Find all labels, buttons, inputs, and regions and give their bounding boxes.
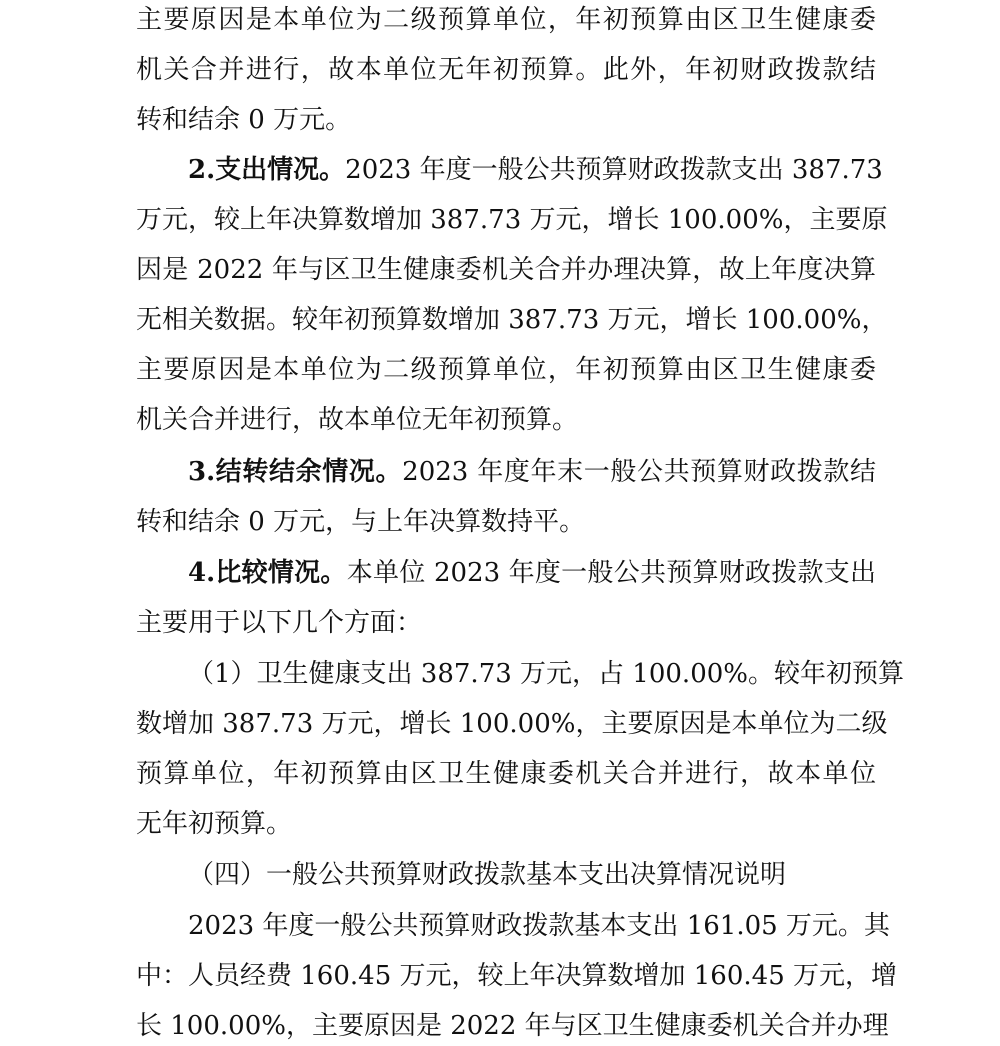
expenditure-paragraph-line: [188, 150, 883, 190]
paragraph-line: 主要原因是本单位为二级预算单位，年初预算由区卫生健康委: [136, 5, 876, 35]
paragraph-line: 无年初预算。: [136, 809, 293, 839]
expenditure-heading: 2.支出情况。: [188, 155, 346, 185]
paragraph-line: 无相关数据。较年初预算数增加 387.73 万元，增长 100.00%，: [136, 305, 888, 335]
carryover-heading: 3.结转结余情况。: [188, 457, 403, 487]
comparison-heading: 4.比较情况。: [188, 558, 347, 588]
paragraph-line: 中：人员经费 160.45 万元，较上年决算数增加 160.45 万元，增: [136, 961, 898, 991]
paragraph-line: 主要原因是本单位为二级预算单位，年初预算由区卫生健康委: [136, 355, 876, 385]
paragraph-line: 数增加 387.73 万元，增长 100.00%，主要原因是本单位为二级: [136, 709, 888, 739]
paragraph-line: 万元，较上年决算数增加 387.73 万元，增长 100.00%，主要原: [136, 205, 888, 235]
paragraph-line: 因是 2022 年与区卫生健康委机关合并办理决算，故上年度决算: [136, 255, 876, 285]
comparison-paragraph-line: [188, 553, 876, 593]
paragraph-line: 2023 年度一般公共预算财政拨款基本支出 161.05 万元。其: [188, 911, 890, 941]
carryover-text: 2023 年度年末一般公共预算财政拨款结: [402, 457, 876, 487]
paragraph-line: 转和结余 0 万元，与上年决算数持平。: [136, 507, 586, 537]
expenditure-text: 2023 年度一般公共预算财政拨款支出 387.73: [345, 155, 883, 185]
carryover-paragraph-line: [188, 452, 876, 492]
section-heading: （四）一般公共预算财政拨款基本支出决算情况说明: [188, 860, 787, 890]
paragraph-line: 主要用于以下几个方面：: [136, 608, 423, 638]
paragraph-line: 长 100.00%，主要原因是 2022 年与区卫生健康委机关合并办理: [136, 1011, 889, 1041]
paragraph-line: 机关合并进行，故本单位无年初预算。此外，年初财政拨款结: [136, 55, 876, 85]
paragraph-line: 转和结余 0 万元。: [136, 105, 352, 135]
paragraph-line: （1）卫生健康支出 387.73 万元，占 100.00%。较年初预算: [188, 659, 904, 689]
comparison-text: 本单位 2023 年度一般公共预算财政拨款支出: [346, 558, 876, 588]
paragraph-line: 机关合并进行，故本单位无年初预算。: [136, 405, 579, 435]
paragraph-line: 预算单位，年初预算由区卫生健康委机关合并进行，故本单位: [136, 759, 876, 789]
